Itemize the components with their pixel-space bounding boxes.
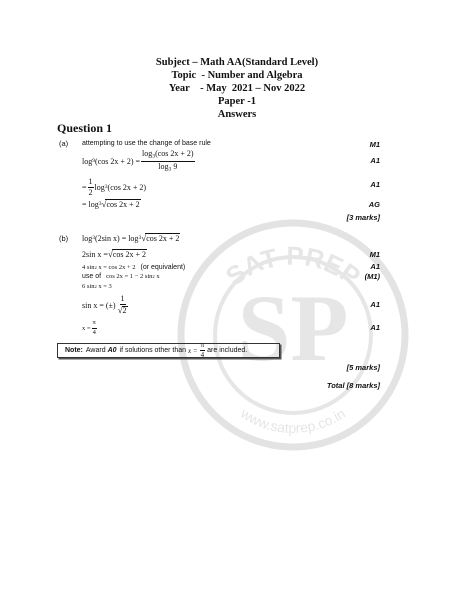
part-a-mark-2: A1 [370,156,380,165]
subject-line: Subject – Math AA(Standard Level) [155,57,319,68]
part-b-line-3: 4 sin 2 x = cos 2x + 2 (or equivalent) [82,263,186,271]
question-total: Total [8 marks] [326,381,380,390]
part-b-mark-4: A1 [370,300,380,309]
part-a-mark-1: M1 [369,140,380,149]
part-b-line-7: x = $\frac{\pi}{4}$ [82,319,96,336]
part-a-mark-4: AG [368,200,380,209]
part-a-total: [3 marks] [346,213,380,222]
part-a-line-2: = $\frac{1}{2}$ log 3 (cos 2x + 2) [82,176,147,197]
part-a-instruction: attempting to use the change of base rule [82,140,211,147]
part-a-line-1: log 9 (cos 2x + 2) = $\frac{\log_3(\cos 2x + 2)}{\log_3 9}$ [82,148,194,172]
part-b-mark-3: (M1) [364,272,380,281]
watermark-url: www.satprep.co.in [237,404,349,436]
svg-text:SAT PREP [220,241,366,292]
fraction: $\frac{\log_3(\cos 2x + 2)}{\log_3 9}$ [142,148,194,172]
part-b-mark-5: A1 [370,323,380,332]
part-b-total: [5 marks] [346,363,380,372]
part-b-label: (b) [59,234,69,243]
topic-line: Topic - Number and Algebra [171,70,303,81]
part-b-line-6: sin x = (±) $\frac{1}{√2}$ [82,294,127,315]
part-a-label: (a) [59,139,69,148]
watermark-letters: SP [237,275,349,381]
part-b-line-4: use of cos 2x = 1 − 2 sin 2 x [82,272,160,280]
answers-line: Answers [217,109,257,120]
watermark-logo [168,210,418,460]
part-b-line-1: log 3 (2sin x) = log 3 √ cos 2x + 2 [82,233,180,243]
svg-text:www.satprep.co.in [237,404,348,435]
part-b-line-2: 2sin x = √ cos 2x + 2 [82,249,146,259]
part-a-mark-3: A1 [370,180,380,189]
marking-note-box: Note: Award A0 if solutions other than x = $\frac{\pi}{4}$ are included. [57,343,280,358]
paper-line: Paper -1 [217,96,256,107]
question-title: Question 1 [57,121,113,135]
part-b-mark-1: M1 [369,250,380,259]
part-a-line-3: = log 3 √ cos 2x + 2 [82,199,140,209]
part-b-line-5: 6 sin 2 x = 3 [82,282,112,290]
part-b-mark-2: A1 [370,262,380,271]
watermark-arc-text: SAT PREP [219,240,367,292]
year-line: Year - May 2021 – Nov 2022 [168,83,306,94]
